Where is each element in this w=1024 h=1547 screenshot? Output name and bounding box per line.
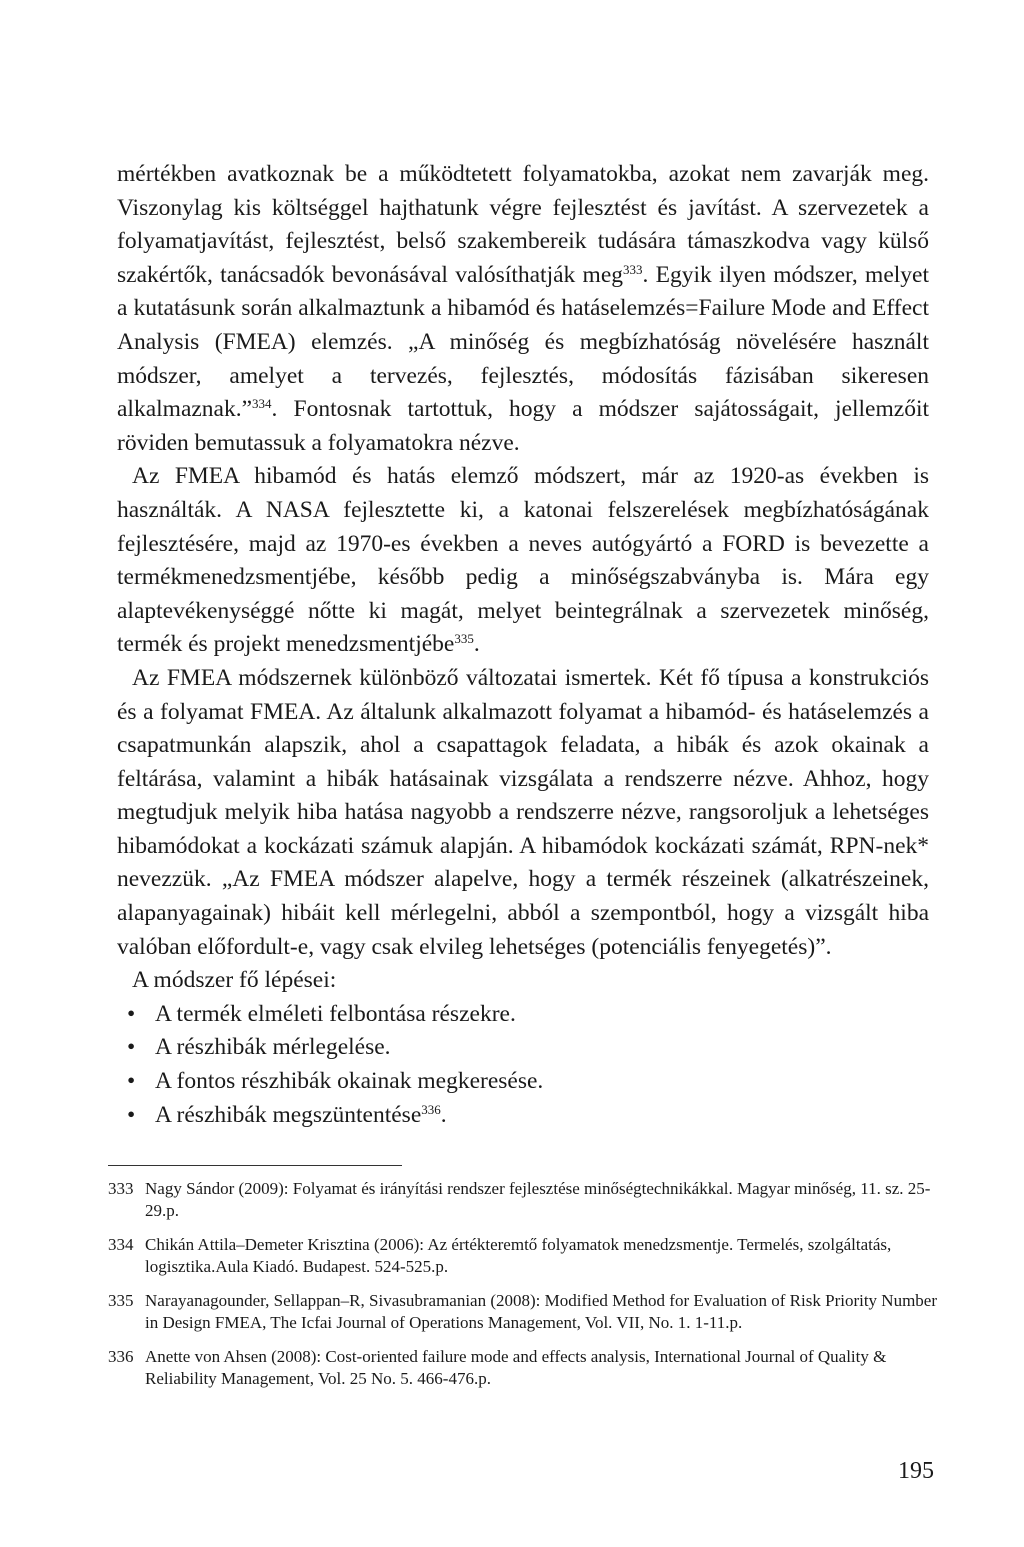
list-item [117,998,929,1032]
list-item-text: A részhibák mérlegelése. [155,1034,391,1061]
list-item-text: A termék elméleti felbontása részekre. [155,1000,516,1027]
steps-list [117,998,929,1132]
footnotes [108,1178,938,1402]
bullet-icon: • [127,1034,136,1061]
paragraph-2 [117,460,929,662]
footnote [108,1234,938,1278]
footnote-text: Anette von Ahsen (2008): Cost-oriented failure mode and effects analysis, International Journal of Quality & Reliability Management, Vol. 25 No. 5. 466-476.p. [145,1347,887,1388]
footnote [108,1178,938,1222]
list-item-text: A fontos részhibák okainak megkeresése. [155,1068,544,1095]
footnote-text: Chikán Attila–Demeter Krisztina (2006): Az értékteremtő folyamatok menedzsmentje. Termelés, szolgáltatás, logisztika.Aula Kiadó. Budapest. 524-525.p. [145,1235,892,1276]
footnote-ref-333: 333 [623,261,643,277]
page-number: 195 [898,1458,934,1484]
footnote-text: Nagy Sándor (2009): Folyamat és irányítási rendszer fejlesztése minőségtechnikákkal. Magyar minőség, 11. sz. 25-29.p. [145,1179,931,1220]
paragraph-3-text: Az FMEA módszernek különböző változatai ismertek. Két fő típusa a konstrukciós és a folyamat FMEA. Az általunk alkalmazott folyamat a hibamód- és hatáselemzés a csapatmunkán alapszik, ahol a csapattagok feladata, a hibák és azok okainak a feltárása, valamint a hibák hatásainak vizsgálata a rendszerre nézve. Ahhoz, hogy megtudjuk melyik hiba hatása nagyobb a rendszerre nézve, rangsoroljuk a lehetséges hibamódokat a kockázati számuk alapján. A hibamódok kockázati számát, RPN-nek* nevezzük. „Az FMEA módszer alapelve, hogy a termék részeinek (alkatrészeinek, alapanyagainak) hibáit kell mérlegelni, abból a szempontból, hogy a vizsgált hiba valóban előfordult-e, vagy csak elvileg lehetséges (potenciális fenyegetés)”. [117,664,929,960]
list-item-text: A részhibák megszüntentése [155,1101,422,1128]
footnote-number: 333 [108,1179,134,1198]
paragraph-2-text-a: Az FMEA hibamód és hatás elemző módszert, már az 1920-as években is használták. A NASA fejlesztette ki, a katonai felszerelések megbízhatóságának fejlesztésére, majd az 1970-es években a neves autógyártó a FORD is bevezette a termékmenedzsmentjébe, később pedig a minőségszabványba is. Mára egy alaptevékenységgé nőtte ki magát, melyet beintegrálnak a szervezetek minőség, termék és projekt menedzsmentjébe [117,463,929,658]
bullet-icon: • [127,1068,136,1095]
footnote-ref-336: 336 [421,1101,441,1117]
body-text [117,158,929,1132]
paragraph-1-text-c: . Fontosnak tartottuk, hogy a módszer sajátosságait, jellemzőit röviden bemutassuk a folyamatokra nézve. [117,396,929,456]
footnote-ref-335: 335 [454,631,474,647]
list-item-end: . [440,1101,447,1128]
footnote-number: 336 [108,1347,134,1366]
footnote-text: Narayanagounder, Sellappan–R, Sivasubramanian (2008): Modified Method for Evaluation of Risk Priority Number in Design FMEA, The Icfai Journal of Operations Management, Vol. VII, No. 1. 1-11.p. [145,1291,938,1332]
list-intro [117,964,929,998]
footnote-number: 335 [108,1291,134,1310]
list-item [117,1099,929,1133]
footnote [108,1346,938,1390]
paragraph-1 [117,158,929,460]
list-item [117,1031,929,1065]
paragraph-1-text-b: . Egyik ilyen módszer, melyet a kutatásunk során alkalmaztunk a hibamód és hatáselemzés=Failure Mode and Effect Analysis (FMEA) elemzés. „A minőség és megbízhatóság növelésére használt módszer, amelyet a tervezés, fejlesztés, módosítás fázisában sikeresen alkalmaznak.” [117,261,929,423]
paragraph-3 [117,662,929,964]
bullet-icon: • [127,1101,136,1128]
footnote-separator [108,1165,402,1166]
paragraph-1-text-a: mértékben avatkoznak be a működtetett folyamatokba, azokat nem zavarják meg. Viszonylag kis költséggel hajthatunk végre fejlesztést és javítást. A szervezetek a folyamatjavítást, fejlesztést, belső szakembereik tudására támaszkodva vagy külső szakértők, tanácsadók bevonásával valósíthatják meg [117,161,929,288]
list-intro-text: A módszer fő lépései: [132,967,337,994]
footnote-number: 334 [108,1235,134,1254]
paragraph-2-text-b: . [473,631,480,658]
list-item [117,1065,929,1099]
footnote-ref-334: 334 [252,396,272,412]
bullet-icon: • [127,1000,136,1027]
footnote [108,1290,938,1334]
